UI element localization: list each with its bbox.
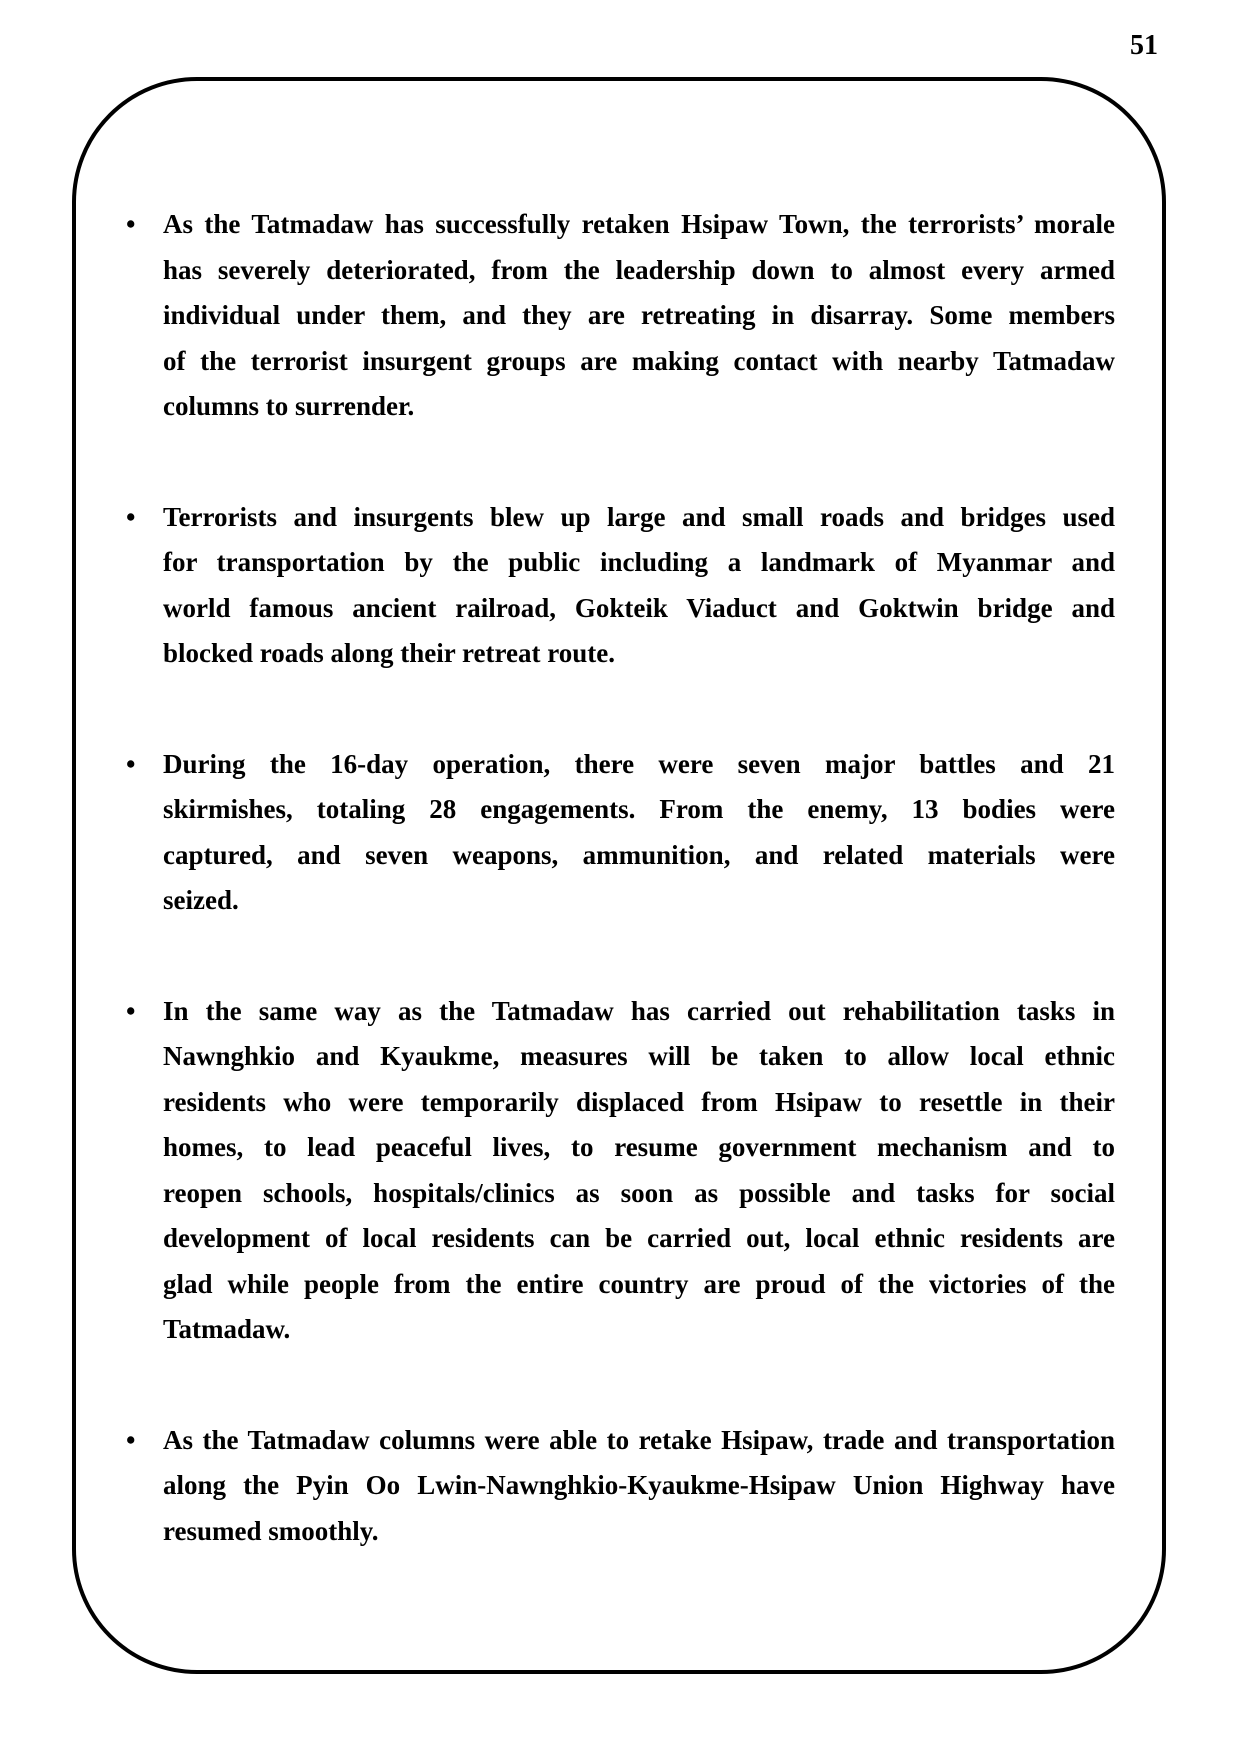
list-item	[126, 989, 1115, 1353]
bullet-list	[126, 202, 1115, 1554]
list-item-text-line: As the Tatmadaw has successfully retaken Hsipaw Town, the terrorists’ morale	[163, 209, 1115, 239]
list-item-text-line: Tatmadaw.	[163, 1314, 291, 1344]
list-item-text-line: columns to surrender.	[163, 391, 415, 421]
list-item-text-line: Nawnghkio and Kyaukme, measures will be taken to allow local ethnic	[163, 1041, 1115, 1071]
list-item-text-line: for transportation by the public including a landmark of Myanmar and	[163, 547, 1115, 577]
list-item-text-line: In the same way as the Tatmadaw has carried out rehabilitation tasks in	[163, 995, 1115, 1026]
bullet-icon: •	[126, 748, 136, 779]
list-item-text-line: along the Pyin Oo Lwin-Nawnghkio-Kyaukme-Hsipaw Union Highway have	[163, 1470, 1115, 1500]
list-item-text-line: glad while people from the entire country are proud of the victories of the	[163, 1268, 1115, 1299]
list-item	[126, 202, 1115, 430]
list-item	[126, 1418, 1115, 1555]
list-item	[126, 742, 1115, 924]
list-item-text-line: development of local residents can be carried out, local ethnic residents are	[163, 1223, 1115, 1253]
list-item-text-line: Terrorists and insurgents blew up large and small roads and bridges used	[163, 501, 1115, 532]
list-item-text-line: world famous ancient railroad, Gokteik Viaduct and Goktwin bridge and	[163, 592, 1115, 623]
list-item-text-line: skirmishes, totaling 28 engagements. From the enemy, 13 bodies were	[163, 794, 1115, 824]
list-item-text-line: of the terrorist insurgent groups are making contact with nearby Tatmadaw	[163, 345, 1115, 376]
list-item-text-line: captured, and seven weapons, ammunition, and related materials were	[163, 839, 1115, 870]
list-item-text-line: reopen schools, hospitals/clinics as soon as possible and tasks for social	[163, 1177, 1115, 1208]
list-item-text-line: resumed smoothly.	[163, 1515, 379, 1546]
list-item-text-line: residents who were temporarily displaced from Hsipaw to resettle in their	[163, 1086, 1115, 1117]
page-number: 51	[1130, 30, 1158, 61]
list-item-text-line: homes, to lead peaceful lives, to resume government mechanism and to	[163, 1132, 1115, 1162]
list-item-text-line: seized.	[163, 885, 239, 915]
list-item-text-line: During the 16-day operation, there were seven major battles and 21	[163, 748, 1115, 779]
bullet-icon: •	[126, 501, 136, 532]
list-item-text-line: has severely deteriorated, from the leadership down to almost every armed	[163, 254, 1115, 285]
bullet-icon: •	[126, 995, 136, 1026]
list-item-text-line: individual under them, and they are retreating in disarray. Some members	[163, 300, 1115, 330]
list-item	[126, 495, 1115, 677]
bullet-icon: •	[126, 209, 136, 239]
list-item-text-line: As the Tatmadaw columns were able to retake Hsipaw, trade and transportation	[163, 1424, 1115, 1455]
list-item-text-line: blocked roads along their retreat route.	[163, 638, 615, 668]
bullet-icon: •	[126, 1424, 136, 1455]
